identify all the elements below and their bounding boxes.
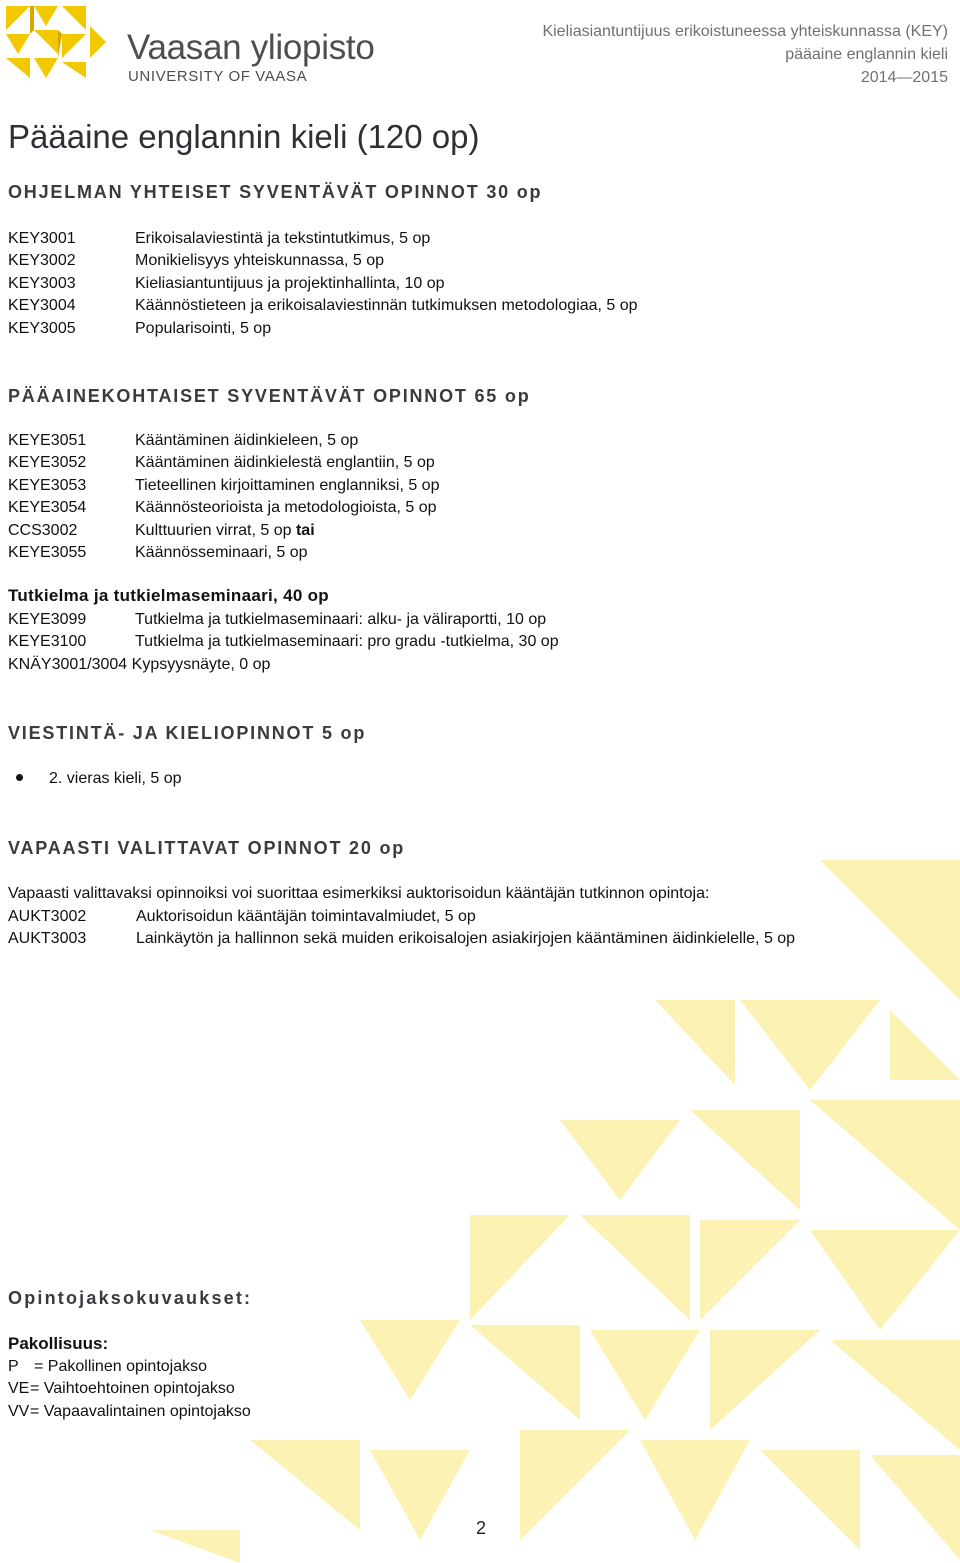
- course-name: Kääntäminen äidinkielestä englantiin, 5 op: [135, 454, 435, 472]
- course-code: KEYE3055: [8, 543, 87, 561]
- page-number: 2: [476, 1518, 487, 1538]
- course-name: Monikielisyys yhteiskunnassa, 5 op: [135, 252, 385, 270]
- course-row: [8, 631, 559, 653]
- bullet-icon: [16, 774, 23, 781]
- course-name: Käännöstieteen ja erikoisalaviestinnän tutkimuksen metodologiaa, 5 op: [135, 297, 638, 315]
- legend-item: [8, 1356, 251, 1379]
- course-name: Käännösseminaari, 5 op: [135, 543, 308, 561]
- course-row: [8, 273, 638, 295]
- course-name: Kieliasiantuntijuus ja projektinhallinta, 10 op: [135, 274, 445, 292]
- logo-diamond-icon: [6, 6, 106, 78]
- course-code: KEYE3051: [8, 432, 87, 449]
- legend-item: [8, 1378, 251, 1401]
- course-alternative-marker: tai: [295, 521, 315, 539]
- course-code: KEYE3054: [8, 499, 87, 517]
- page-title: Pääaine englannin kieli (120 op): [8, 118, 480, 155]
- course-name: Lainkäytön ja hallinnon sekä muiden erikoisalojen asiakirjojen kääntäminen äidinkielelle, 5 op: [136, 930, 796, 947]
- header-line-major: pääaine englannin kieli: [785, 46, 948, 63]
- legend-text: = Vapaavalintainen opintojakso: [30, 1402, 251, 1420]
- header-line-years: 2014—2015: [860, 69, 948, 86]
- course-name: Käännösteorioista ja metodologioista, 5 op: [135, 499, 437, 517]
- legend-subheading: Pakollisuus:: [8, 1334, 109, 1353]
- legend-abbr: VE: [8, 1380, 30, 1397]
- course-row: [8, 609, 559, 631]
- course-row: [8, 250, 638, 272]
- course-name: Erikoisalaviestintä ja tekstintutkimus, 5 op: [135, 230, 431, 247]
- university-logo: [6, 6, 386, 85]
- course-row: [8, 430, 439, 452]
- logo-name: Vaasan yliopisto: [127, 28, 375, 67]
- course-name: Tutkielma ja tutkielmaseminaari: pro gradu -tutkielma, 30 op: [135, 633, 559, 651]
- legend-item: [8, 1401, 251, 1424]
- maturity-test-row: KNÄY3001/3004 Kypsyysnäyte, 0 op: [8, 655, 271, 673]
- legend-heading: Opintojaksokuvaukset:: [8, 1288, 253, 1308]
- section-heading-language: VIESTINTÄ- JA KIELIOPINNOT 5 op: [8, 723, 367, 743]
- course-name: Auktorisoidun kääntäjän toimintavalmiudet, 5 op: [136, 907, 476, 925]
- course-row: [8, 928, 958, 951]
- legend-block: [8, 1333, 251, 1423]
- course-name: Popularisointi, 5 op: [135, 319, 272, 337]
- course-code: AUKT3003: [8, 930, 87, 947]
- course-row: [8, 475, 439, 497]
- section-heading-optional: VAPAASTI VALITTAVAT OPINNOT 20 op: [8, 838, 406, 858]
- course-row: [8, 318, 638, 340]
- legend-abbr: VV: [8, 1402, 30, 1420]
- course-row: [8, 542, 439, 564]
- course-row: [8, 906, 958, 929]
- course-row: [8, 295, 638, 317]
- course-code: KEY3001: [8, 230, 76, 247]
- course-code: KEYE3099: [8, 611, 87, 628]
- course-row: [8, 452, 439, 474]
- course-code: KEYE3100: [8, 633, 87, 651]
- optional-intro: Vapaasti valittavaksi opinnoiksi voi suorittaa esimerkiksi auktorisoidun kääntäjän tutkinnon opintoja:: [8, 885, 710, 902]
- course-name: Tieteellinen kirjoittaminen englanniksi, 5 op: [135, 476, 440, 494]
- thesis-heading: Tutkielma ja tutkielmaseminaari, 40 op: [8, 586, 329, 605]
- course-row: [8, 520, 439, 542]
- course-list-common: [8, 228, 638, 340]
- course-row: [8, 497, 439, 519]
- course-code: KEYE3053: [8, 476, 87, 494]
- course-code: CCS3002: [8, 521, 78, 539]
- course-list-thesis: [8, 609, 559, 676]
- course-code: KEY3003: [8, 274, 76, 292]
- bullet-text: 2. vieras kieli, 5 op: [49, 770, 182, 787]
- course-code: AUKT3002: [8, 907, 87, 925]
- course-list-major: [8, 430, 439, 564]
- course-name: Kulttuurien virrat, 5 op: [135, 521, 296, 539]
- course-name: Tutkielma ja tutkielmaseminaari: alku- ja väliraportti, 10 op: [135, 611, 547, 628]
- course-code: KEY3004: [8, 297, 76, 315]
- bullet-item: [8, 770, 182, 788]
- logo-subtitle: UNIVERSITY OF VAASA: [128, 68, 308, 85]
- legend-abbr: P: [8, 1357, 19, 1375]
- course-name: Kääntäminen äidinkieleen, 5 op: [135, 432, 359, 449]
- header-line-program: Kieliasiantuntijuus erikoistuneessa yhteiskunnassa (KEY): [542, 23, 948, 40]
- page-header: [542, 20, 948, 89]
- course-code: KEYE3052: [8, 454, 87, 472]
- legend-text: = Pakollinen opintojakso: [34, 1357, 208, 1375]
- optional-studies-block: [8, 883, 958, 951]
- section-heading-common: OHJELMAN YHTEISET SYVENTÄVÄT OPINNOT 30 op: [8, 182, 543, 202]
- legend-text: = Vaihtoehtoinen opintojakso: [30, 1380, 235, 1397]
- course-code: KEY3002: [8, 252, 76, 270]
- section-heading-major: PÄÄAINEKOHTAISET SYVENTÄVÄT OPINNOT 65 op: [8, 386, 531, 406]
- course-row: [8, 228, 638, 250]
- course-code: KEY3005: [8, 319, 76, 337]
